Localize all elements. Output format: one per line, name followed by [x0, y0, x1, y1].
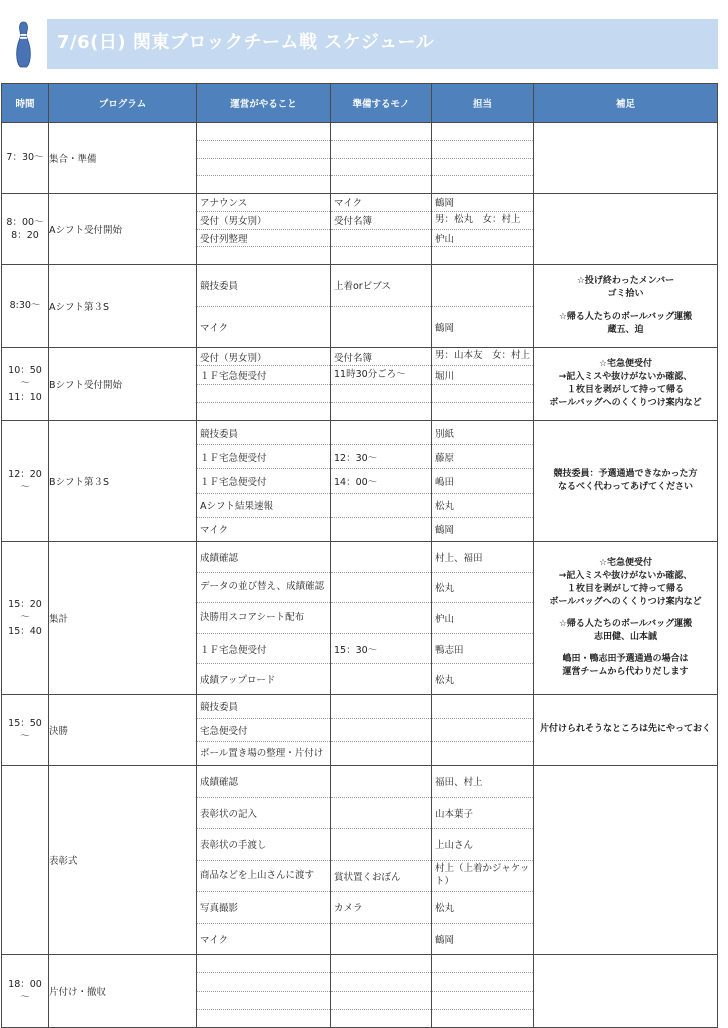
owner-line: 村上（上着かジャケット）	[432, 861, 533, 893]
owner-line	[432, 403, 533, 420]
note-cell	[534, 123, 718, 194]
item-line	[331, 141, 431, 159]
program-cell: 集計	[49, 542, 197, 695]
time-line: 15：50	[8, 717, 42, 729]
time-line: 12：20	[8, 468, 42, 480]
task-line: 決勝用スコアシート配布	[197, 603, 330, 634]
item-line: 受付名簿	[331, 348, 431, 366]
time-line: 15：40	[8, 625, 42, 637]
item-cell	[331, 766, 432, 955]
item-line: 上着orビブス	[331, 265, 431, 307]
note-line: １枚目を剥がして持って帰る	[566, 385, 684, 395]
task-cell	[197, 265, 331, 348]
note-cell	[534, 695, 718, 766]
item-line	[331, 766, 431, 798]
owner-line: 藤原	[432, 445, 533, 469]
item-line: マイク	[331, 194, 431, 212]
task-line	[197, 123, 330, 141]
time-line: 8：20	[11, 230, 39, 241]
item-cell	[331, 348, 432, 421]
task-line: １Ｆ宅急便受付	[197, 634, 330, 665]
col-header-tasks: 運営がやること	[197, 84, 331, 123]
task-line: マイク	[200, 934, 229, 946]
task-line	[197, 385, 330, 403]
owner-line	[432, 159, 533, 177]
time-line: 10：50	[8, 365, 42, 377]
owner-line: 男：松丸 女：村上	[432, 212, 533, 230]
item-line: 15：30～	[331, 634, 431, 665]
task-cell	[197, 348, 331, 421]
item-line	[331, 247, 431, 264]
item-line	[331, 307, 431, 348]
item-line	[331, 603, 431, 634]
time-line: ～	[20, 612, 30, 624]
program-cell: 集合・準備	[49, 123, 197, 194]
owner-line	[432, 992, 533, 1010]
task-line: 写真撮影	[197, 892, 330, 924]
task-line: 表彰状の記入	[197, 798, 330, 830]
time-cell	[2, 766, 49, 955]
owner-cell	[432, 421, 534, 542]
time-cell	[2, 955, 49, 1028]
item-line	[331, 924, 431, 955]
item-line: 14：00～	[331, 469, 431, 493]
task-line: １Ｆ宅急便受付	[197, 366, 330, 384]
item-line	[331, 159, 431, 177]
task-line: １Ｆ宅急便受付	[197, 469, 330, 493]
item-line	[331, 992, 431, 1010]
item-line	[331, 518, 431, 541]
task-cell	[197, 695, 331, 766]
owner-line: 松丸	[435, 675, 455, 687]
item-cell	[331, 542, 432, 695]
note-line: ボールバッグへのくくりつけ案内など	[549, 398, 702, 409]
owner-line	[432, 973, 533, 991]
note-line: ☆帰る人たちのボールバッグ運搬	[558, 619, 693, 629]
note-line: ☆帰る人たちのボールバッグ運搬	[558, 311, 693, 322]
task-line: 競技委員	[197, 265, 330, 307]
page-title: 7/6(日) 関東ブロックチーム戦 スケジュール	[57, 32, 435, 53]
bowling-pin-icon	[0, 19, 47, 69]
item-line	[331, 829, 431, 861]
title-banner	[0, 19, 718, 69]
note-line: １枚目を剥がして持って帰る	[566, 583, 684, 594]
task-line: データの並び替え、成績確認	[197, 573, 330, 604]
owner-line: 鶴岡	[435, 934, 455, 946]
table-row	[2, 695, 718, 766]
program-cell: 決勝	[49, 695, 197, 766]
time-line: ～	[20, 992, 30, 1003]
item-line	[331, 421, 431, 445]
owner-cell	[432, 695, 534, 766]
time-cell	[2, 542, 49, 695]
owner-line	[432, 176, 533, 193]
owner-line: 嶋田	[432, 469, 533, 493]
item-line	[331, 719, 431, 743]
note-cell	[534, 542, 718, 695]
task-line: 競技委員	[197, 695, 330, 719]
owner-cell	[432, 123, 534, 194]
program-cell: Bシフト受付開始	[49, 348, 197, 421]
task-line	[197, 955, 330, 973]
owner-cell	[432, 766, 534, 955]
owner-line: 鶴岡	[435, 525, 455, 537]
col-header-notes: 補足	[534, 84, 718, 123]
table-row	[2, 955, 718, 1028]
table-row	[2, 348, 718, 421]
item-line: 賞状置くおぼん	[331, 861, 431, 893]
task-line: １Ｆ宅急便受付	[197, 445, 330, 469]
program-cell: Aシフト第３S	[49, 265, 197, 348]
owner-cell	[432, 542, 534, 695]
note-cell	[534, 348, 718, 421]
time-line: 15：20	[8, 599, 42, 611]
owner-line	[432, 695, 533, 719]
owner-line	[432, 123, 533, 141]
time-cell	[2, 194, 49, 265]
note-line: ☆宅急便受付	[598, 557, 653, 568]
time-line: 8：00～	[6, 216, 44, 228]
task-line: 成績アップロード	[200, 675, 276, 687]
item-cell	[331, 955, 432, 1028]
task-line: 商品などを上山さんに渡す	[197, 861, 330, 893]
table-row	[2, 194, 718, 265]
note-line: ボールバッグへのくくりつけ案内など	[549, 596, 702, 607]
item-line: 受付名簿	[331, 212, 431, 230]
task-line	[197, 992, 330, 1010]
time-line: ～	[20, 482, 30, 493]
task-line	[197, 973, 330, 991]
time-line: 18：00	[8, 978, 42, 990]
task-line: 成績確認	[197, 766, 330, 798]
item-cell	[331, 421, 432, 542]
header-row	[2, 84, 718, 123]
col-header-owner: 担当	[432, 84, 534, 123]
note-line: 志田健、山本誠	[593, 632, 657, 643]
time-line: 11：10	[8, 391, 42, 403]
owner-line: 松丸	[432, 892, 533, 924]
time-line: ～	[20, 378, 30, 390]
task-line: 受付（男女別）	[197, 348, 330, 366]
task-line: 受付（男女別）	[197, 212, 330, 230]
owner-line: 鶴岡	[432, 194, 533, 212]
task-line: マイク	[200, 525, 229, 537]
note-line: 競技委員：予選通過できなかった方	[553, 468, 698, 479]
owner-line: 鶴岡	[435, 322, 455, 334]
note-line: なるべく代わってあげてください	[558, 482, 693, 492]
schedule-table	[1, 83, 718, 1028]
owner-line: 村上、福田	[432, 542, 533, 573]
owner-line: 枦山	[432, 230, 533, 248]
program-cell: 表彰式	[49, 766, 197, 955]
note-line: ☆投げ終わったメンバー	[576, 276, 675, 287]
item-line	[331, 695, 431, 719]
task-line	[197, 247, 330, 264]
owner-cell	[432, 955, 534, 1028]
owner-line: 枦山	[432, 603, 533, 634]
note-line: 嶋田・鴨志田予選通過の場合は	[562, 654, 689, 665]
task-cell	[197, 421, 331, 542]
item-line	[331, 573, 431, 604]
table-row	[2, 421, 718, 542]
table-row	[2, 542, 718, 695]
task-cell	[197, 542, 331, 695]
note-line: 運営チームから代わりだします	[562, 667, 689, 678]
owner-line	[432, 955, 533, 973]
table-row	[2, 766, 718, 955]
item-line	[331, 542, 431, 573]
program-cell: 片付け・撤収	[49, 955, 197, 1028]
task-line	[197, 141, 330, 159]
owner-line	[432, 742, 533, 765]
note-cell	[534, 955, 718, 1028]
note-line: →記入ミスや抜けがないか確認、	[558, 371, 693, 382]
note-line: →記入ミスや抜けがないか確認、	[558, 570, 693, 581]
note-line: 蔵五、迫	[607, 324, 644, 335]
task-line: マイク	[200, 322, 229, 334]
owner-cell	[432, 194, 534, 265]
owner-line	[432, 247, 533, 264]
col-header-program: プログラム	[49, 84, 197, 123]
item-line	[331, 1010, 431, 1027]
item-cell	[331, 695, 432, 766]
task-line	[197, 159, 330, 177]
owner-line: 男：山本友 女：村上	[432, 348, 533, 366]
note-cell	[534, 766, 718, 955]
owner-line	[432, 719, 533, 743]
item-cell	[331, 123, 432, 194]
task-line: Aシフト結果速報	[197, 494, 330, 518]
owner-line	[432, 385, 533, 403]
note-cell	[534, 421, 718, 542]
note-line: ゴミ拾い	[607, 289, 644, 300]
task-line: 競技委員	[197, 421, 330, 445]
task-line	[197, 1010, 330, 1027]
task-cell	[197, 123, 331, 194]
item-line: カメラ	[331, 892, 431, 924]
time-cell	[2, 695, 49, 766]
time-line: 8:30～	[9, 300, 41, 312]
owner-line	[432, 265, 533, 307]
col-header-time: 時間	[2, 84, 49, 123]
time-cell	[2, 348, 49, 421]
task-cell	[197, 194, 331, 265]
owner-cell	[432, 348, 534, 421]
item-line	[331, 385, 431, 403]
task-line: 成績確認	[197, 542, 330, 573]
task-line: 受付列整理	[197, 230, 330, 248]
item-line	[331, 955, 431, 973]
note-line: 片付けられそうなところは先にやっておく	[539, 724, 711, 735]
task-line: 宅急便受付	[197, 719, 330, 743]
note-cell	[534, 194, 718, 265]
owner-line: 鴨志田	[432, 634, 533, 665]
item-line	[331, 742, 431, 765]
owner-line: 堀川	[432, 366, 533, 384]
item-line	[331, 973, 431, 991]
item-line	[331, 798, 431, 830]
col-header-items: 準備するモノ	[331, 84, 432, 123]
owner-line: 福田、村上	[432, 766, 533, 798]
owner-line	[432, 1010, 533, 1027]
owner-line: 松丸	[432, 573, 533, 604]
task-line: アナウンス	[197, 194, 330, 212]
time-line: ～	[20, 731, 30, 742]
task-cell	[197, 955, 331, 1028]
item-line	[331, 494, 431, 518]
item-line	[331, 176, 431, 193]
time-line: 7：30～	[6, 152, 44, 164]
task-line	[197, 403, 330, 420]
owner-cell	[432, 265, 534, 348]
program-cell: Aシフト受付開始	[49, 194, 197, 265]
item-cell	[331, 265, 432, 348]
task-line	[197, 176, 330, 193]
item-line	[331, 123, 431, 141]
program-cell: Bシフト第３S	[49, 421, 197, 542]
note-cell	[534, 265, 718, 348]
note-line: ☆宅急便受付	[598, 358, 653, 369]
task-line: ボール置き場の整理・片付け	[200, 747, 324, 759]
owner-line: 山本葉子	[432, 798, 533, 830]
item-line	[331, 403, 431, 420]
item-line: 11時30分ごろ～	[331, 366, 431, 384]
owner-line: 別紙	[432, 421, 533, 445]
time-cell	[2, 123, 49, 194]
item-line	[331, 664, 431, 694]
time-cell	[2, 421, 49, 542]
table-row	[2, 123, 718, 194]
table-row	[2, 265, 718, 348]
task-cell	[197, 766, 331, 955]
task-line: 表彰状の手渡し	[197, 829, 330, 861]
owner-line: 上山さん	[432, 829, 533, 861]
owner-line	[432, 141, 533, 159]
time-cell	[2, 265, 49, 348]
item-line: 12：30～	[331, 445, 431, 469]
owner-line: 松丸	[432, 494, 533, 518]
item-cell	[331, 194, 432, 265]
item-line	[331, 230, 431, 248]
